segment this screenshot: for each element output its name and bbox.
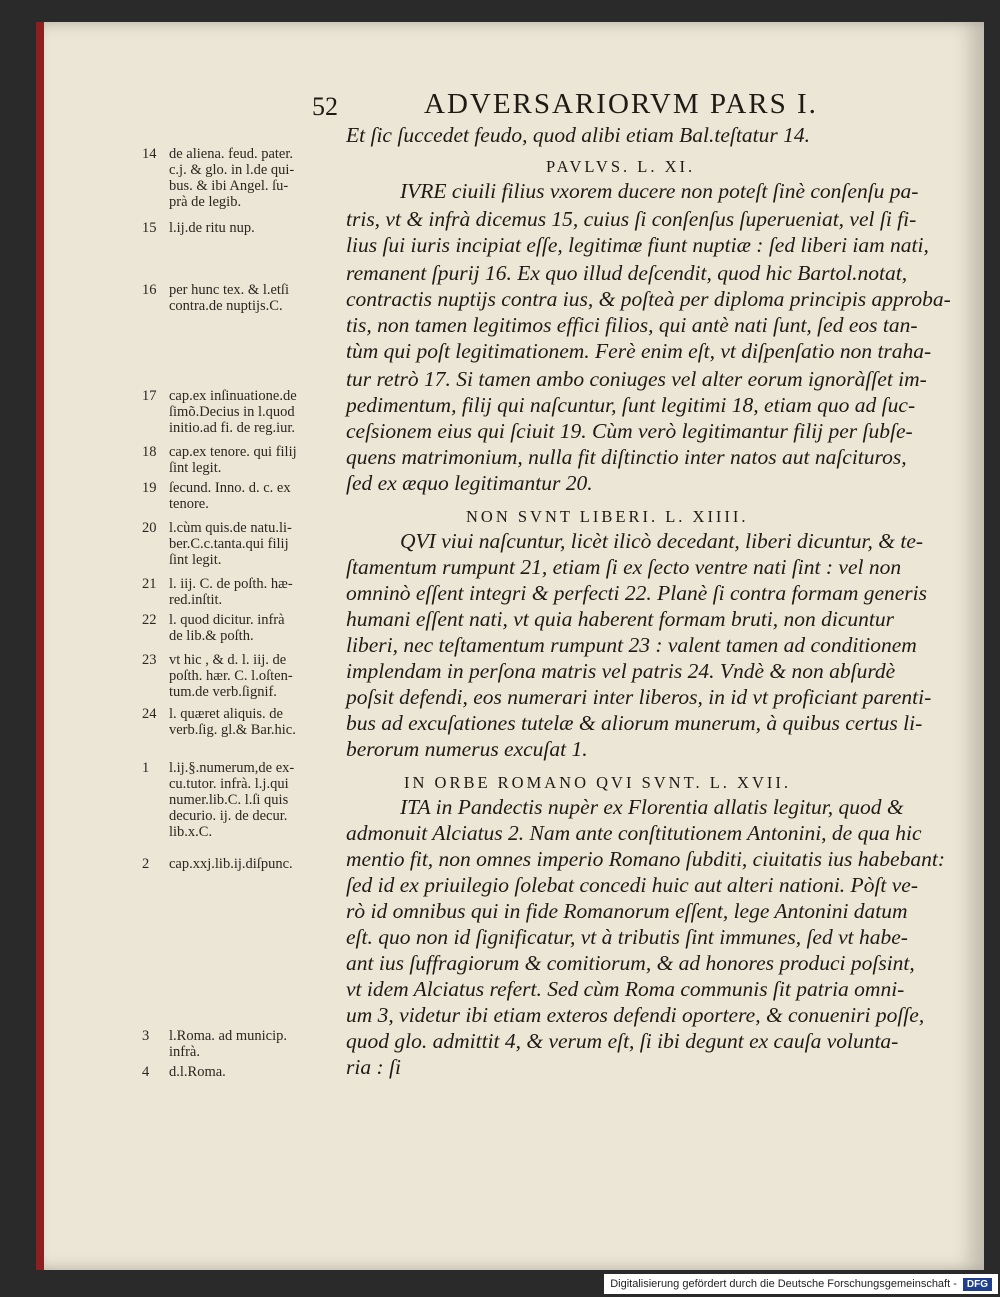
note-text: de aliena. feud. pater. c.j. & glo. in l.de qui- bus. & ibi Angel. ſu- prà de legib. <box>169 146 295 210</box>
margin-note <box>142 1028 362 1060</box>
margin-note <box>142 1064 362 1080</box>
text-line: berorum numerus excuſat 1. <box>346 737 588 761</box>
text-line: ſed id ex priuilegio ſolebat concedi huic aut alteri nationi. Pòſt ve- <box>346 873 919 897</box>
text-line: tis, non tamen legitimos effici filios, qui antè nati ſunt, ſed eos tan- <box>346 313 918 337</box>
dfg-logo: DFG <box>963 1278 992 1291</box>
note-text: cap.ex tenore. qui filij ſint legit. <box>169 444 297 476</box>
note-text: l.ij.de ritu nup. <box>169 220 255 236</box>
margin-note <box>142 760 362 840</box>
note-text: ſecund. Inno. d. c. ex tenore. <box>169 480 291 512</box>
text-line: vt idem Alciatus refert. Sed cùm Roma communis ſit patria omni- <box>346 977 905 1001</box>
text-line: omninò eſſent integri & perfecti 22. Planè ſi contra formam generis <box>346 581 928 605</box>
margin-note <box>142 146 362 210</box>
note-number: 1 <box>142 760 150 776</box>
note-text: d.l.Roma. <box>169 1064 226 1080</box>
text-line: admonuit Alciatus 2. Nam ante conſtitutionem Antonini, de qua hic <box>346 821 922 845</box>
text-line: implendam in perſona matris vel patris 24. Vndè & non abſurdè <box>346 659 896 683</box>
note-number: 2 <box>142 856 150 872</box>
note-text: l. quod dicitur. infrà de lib.& poſth. <box>169 612 285 644</box>
section-heading: PAVLVS. L. XI. <box>546 157 696 176</box>
note-number: 22 <box>142 612 157 628</box>
note-text: cap.ex inſinuatione.de ſimõ.Decius in l.quod initio.ad fi. de reg.iur. <box>169 388 297 436</box>
note-number: 23 <box>142 652 157 668</box>
note-text: l.Roma. ad municip. infrà. <box>169 1028 287 1060</box>
text-line: Et ſic ſuccedet feudo, quod alibi etiam Bal.teſtatur 14. <box>346 123 810 147</box>
text-line: mentio fit, non omnes imperio Romano ſubditi, ciuitatis ius habebant: <box>346 847 945 871</box>
text-line: eſt. quo non id ſignificatur, vt à tributis ſint immunes, ſed vt habe- <box>346 925 908 949</box>
note-text: cap.xxj.lib.ij.diſpunc. <box>169 856 293 872</box>
text-line: tur retrò 17. Si tamen ambo coniuges vel alter eorum ignoràſſet im- <box>346 367 927 391</box>
section-heading: IN ORBE ROMANO QVI SVNT. L. XVII. <box>404 773 791 792</box>
text-line: ria : ſi <box>346 1055 401 1079</box>
margin-note <box>142 520 362 568</box>
book-page <box>36 22 984 1270</box>
text-line: IVRE ciuili filius vxorem ducere non poteſt ſinè conſenſu pa- <box>400 179 919 203</box>
running-title: ADVERSARIORVM PARS I. <box>424 88 818 120</box>
note-number: 14 <box>142 146 157 162</box>
note-text: l.ij.§.numerum,de ex- cu.tutor. infrà. l.j.qui numer.lib.C. l.ſi quis decurio. ij. de decur. lib.x.C. <box>169 760 295 840</box>
digitization-footer <box>604 1274 998 1294</box>
text-line: contractis nuptijs contra ius, & poſteà per diploma principis approba- <box>346 287 951 311</box>
margin-note <box>142 856 362 872</box>
note-number: 3 <box>142 1028 150 1044</box>
text-line: lius ſui iuris incipiat eſſe, legitimæ fiunt nuptiæ : ſed liberi iam nati, <box>346 233 929 257</box>
margin-note <box>142 652 362 700</box>
text-line: ant ius ſuffragiorum & comitiorum, & ad honores produci poſsint, <box>346 951 915 975</box>
note-number: 16 <box>142 282 157 298</box>
note-number: 18 <box>142 444 157 460</box>
note-number: 24 <box>142 706 157 722</box>
margin-note <box>142 220 362 236</box>
text-line: ſtamentum rumpunt 21, etiam ſi ex ſecto ventre nati ſint : vel non <box>346 555 902 579</box>
text-line: quod glo. admittit 4, & verum eſt, ſi ibi degunt ex cauſa volunta- <box>346 1029 899 1053</box>
note-text: per hunc tex. & l.etſi contra.de nuptijs.C. <box>169 282 289 314</box>
text-line: remanent ſpurij 16. Ex quo illud deſcendit, quod hic Bartol.notat, <box>346 261 908 285</box>
note-text: l. iij. C. de poſth. hæ- red.inſtit. <box>169 576 293 608</box>
margin-note <box>142 444 362 476</box>
text-line: tris, vt & infrà dicemus 15, cuius ſi conſenſus ſuperueniat, vel ſi fi- <box>346 207 917 231</box>
section-heading: NON SVNT LIBERI. L. XIIII. <box>466 507 749 526</box>
margin-note <box>142 612 362 644</box>
note-number: 15 <box>142 220 157 236</box>
note-text: l.cùm quis.de natu.li- ber.C.c.tanta.qui filij ſint legit. <box>169 520 292 568</box>
page-number: 52 <box>312 92 338 121</box>
text-line: ſed ex æquo legitimantur 20. <box>346 471 593 495</box>
text-line: QVI viui naſcuntur, licèt ilicò decedant, liberi dicuntur, & te- <box>400 529 924 553</box>
text-line: bus ad excuſationes tutelæ & aliorum munerum, à quibus certus li- <box>346 711 923 735</box>
text-line: liberi, nec teſtamentum rumpunt 23 : valent tamen ad conditionem <box>346 633 917 657</box>
text-line: poſsit defendi, eos numerari inter liberos, in id vt proficiant parenti- <box>346 685 932 709</box>
note-text: l. quæret aliquis. de verb.ſig. gl.& Bar.hic. <box>169 706 296 738</box>
note-text: vt hic , & d. l. iij. de poſth. hær. C. l.oſten- tum.de verb.ſignif. <box>169 652 293 700</box>
text-line: um 3, videtur ibi etiam exteros defendi oportere, & conueniri poſſe, <box>346 1003 925 1027</box>
margin-note <box>142 480 362 512</box>
text-line: humani eſſent nati, vt quia haberent formam bruti, non dicuntur <box>346 607 895 631</box>
text-line: ITA in Pandectis nupèr ex Florentia allatis legitur, quod & <box>400 795 904 819</box>
text-line: tùm qui poſt legitimationem. Ferè enim eſt, vt diſpenſatio non traha- <box>346 339 932 363</box>
footer-credit: Digitalisierung gefördert durch die Deutsche Forschungsgemeinschaft - <box>610 1278 957 1290</box>
text-line: rò id omnibus qui in fide Romanorum eſſent, lege Antonini datum <box>346 899 908 923</box>
margin-note <box>142 706 362 738</box>
note-number: 20 <box>142 520 157 536</box>
margin-note <box>142 388 362 436</box>
margin-note <box>142 282 362 314</box>
margin-note <box>142 576 362 608</box>
note-number: 19 <box>142 480 157 496</box>
note-number: 17 <box>142 388 157 404</box>
text-line: quens matrimonium, nulla fit diſtinctio inter natos aut naſcituros, <box>346 445 907 469</box>
text-line: pedimentum, filij qui naſcuntur, ſunt legitimi 18, etiam quo ad ſuc- <box>346 393 916 417</box>
note-number: 21 <box>142 576 157 592</box>
text-line: ceſsionem eius qui ſciuit 19. Cùm verò legitimantur filij per ſubſe- <box>346 419 913 443</box>
note-number: 4 <box>142 1064 150 1080</box>
page-edge <box>36 22 44 1270</box>
